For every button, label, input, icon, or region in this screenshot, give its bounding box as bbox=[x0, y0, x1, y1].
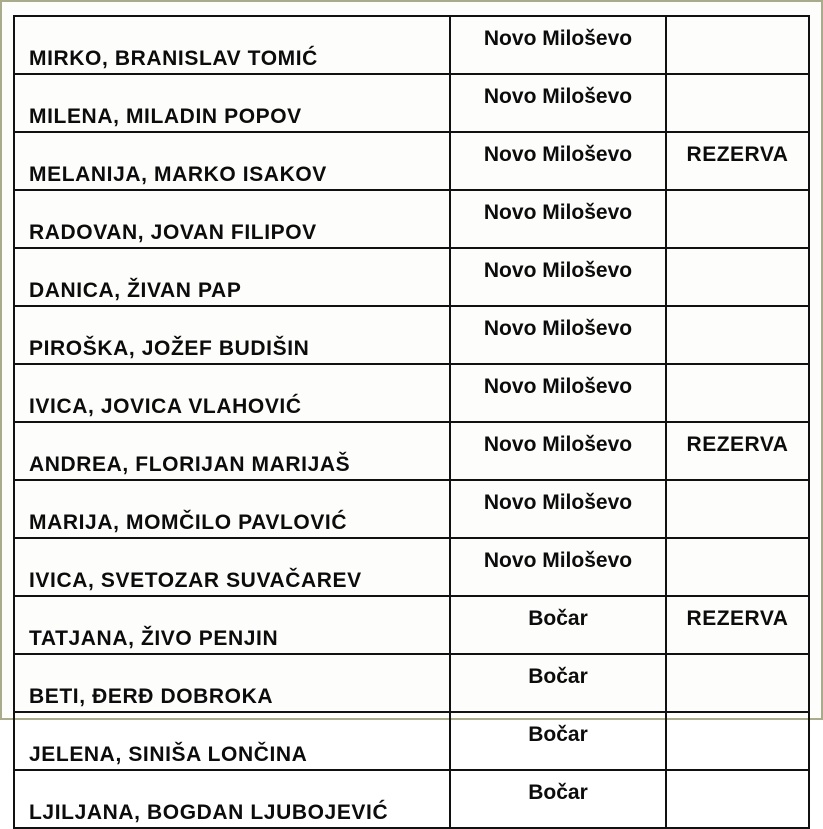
status bbox=[666, 16, 809, 74]
table-row bbox=[14, 422, 809, 480]
couple-names: PIROŠKA, JOŽEF BUDIŠIN bbox=[14, 306, 450, 364]
status bbox=[666, 480, 809, 538]
place: Novo Miloševo bbox=[450, 74, 666, 132]
place: Novo Miloševo bbox=[450, 306, 666, 364]
table-row bbox=[14, 712, 809, 770]
status: REZERVA bbox=[666, 422, 809, 480]
table-row bbox=[14, 364, 809, 422]
place: Novo Miloševo bbox=[450, 480, 666, 538]
place: Bočar bbox=[450, 712, 666, 770]
place: Bočar bbox=[450, 770, 666, 828]
place: Novo Miloševo bbox=[450, 364, 666, 422]
table-row bbox=[14, 538, 809, 596]
couple-names: RADOVAN, JOVAN FILIPOV bbox=[14, 190, 450, 248]
status bbox=[666, 712, 809, 770]
status: REZERVA bbox=[666, 596, 809, 654]
status bbox=[666, 770, 809, 828]
table-row bbox=[14, 654, 809, 712]
table-row bbox=[14, 190, 809, 248]
table-row bbox=[14, 74, 809, 132]
couple-names: MIRKO, BRANISLAV TOMIĆ bbox=[14, 16, 450, 74]
status bbox=[666, 654, 809, 712]
place: Novo Miloševo bbox=[450, 538, 666, 596]
status bbox=[666, 74, 809, 132]
couple-names: MARIJA, MOMČILO PAVLOVIĆ bbox=[14, 480, 450, 538]
table-row bbox=[14, 306, 809, 364]
status: REZERVA bbox=[666, 132, 809, 190]
couple-names: TATJANA, ŽIVO PENJIN bbox=[14, 596, 450, 654]
couple-names: LJILJANA, BOGDAN LJUBOJEVIĆ bbox=[14, 770, 450, 828]
couple-names: BETI, ĐERĐ DOBROKA bbox=[14, 654, 450, 712]
status bbox=[666, 248, 809, 306]
couple-names: ANDREA, FLORIJAN MARIJAŠ bbox=[14, 422, 450, 480]
table-row bbox=[14, 132, 809, 190]
place: Novo Miloševo bbox=[450, 132, 666, 190]
couple-names: JELENA, SINIŠA LONČINA bbox=[14, 712, 450, 770]
place: Novo Miloševo bbox=[450, 248, 666, 306]
status bbox=[666, 538, 809, 596]
status bbox=[666, 306, 809, 364]
couple-names: IVICA, JOVICA VLAHOVIĆ bbox=[14, 364, 450, 422]
status bbox=[666, 364, 809, 422]
table-row bbox=[14, 16, 809, 74]
table-row bbox=[14, 770, 809, 828]
roster-table bbox=[13, 15, 810, 829]
couple-names: IVICA, SVETOZAR SUVAČAREV bbox=[14, 538, 450, 596]
place: Novo Miloševo bbox=[450, 16, 666, 74]
place: Novo Miloševo bbox=[450, 422, 666, 480]
couple-names: DANICA, ŽIVAN PAP bbox=[14, 248, 450, 306]
table-row bbox=[14, 480, 809, 538]
couple-names: MILENA, MILADIN POPOV bbox=[14, 74, 450, 132]
place: Bočar bbox=[450, 654, 666, 712]
table-row bbox=[14, 596, 809, 654]
place: Bočar bbox=[450, 596, 666, 654]
couple-names: MELANIJA, MARKO ISAKOV bbox=[14, 132, 450, 190]
table-row bbox=[14, 248, 809, 306]
status bbox=[666, 190, 809, 248]
place: Novo Miloševo bbox=[450, 190, 666, 248]
